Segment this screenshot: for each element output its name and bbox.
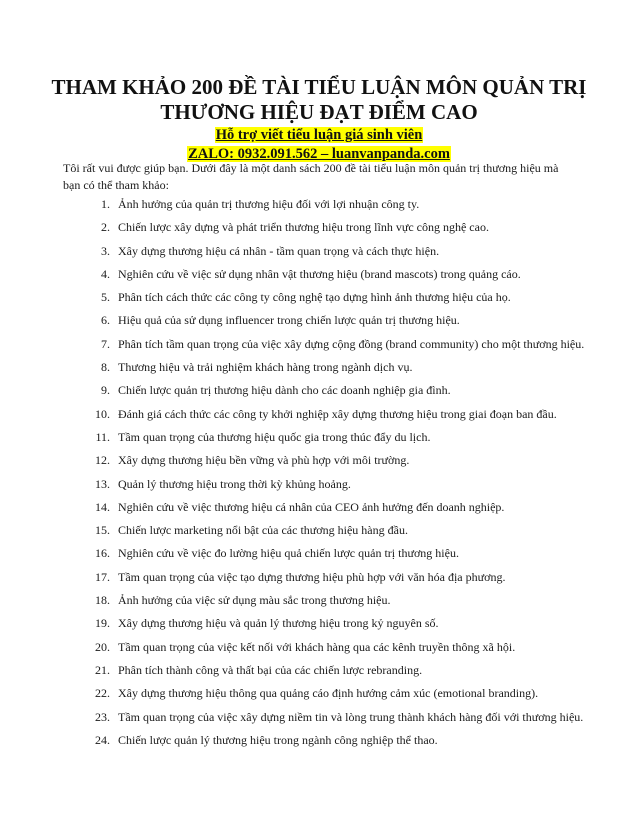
list-item: [0, 706, 638, 729]
list-item: [0, 216, 638, 239]
intro-paragraph: Tôi rất vui được giúp bạn. Dưới đây là một danh sách 200 đề tài tiểu luận môn quản trị thương hiệu mà bạn có thể tham khảo:: [63, 161, 559, 192]
list-item: [0, 286, 638, 309]
list-item-text: Tầm quan trọng của việc tạo dựng thương hiệu phù hợp với văn hóa địa phương.: [118, 569, 506, 584]
list-item-number: 22.: [95, 686, 110, 701]
title-line-1: THAM KHẢO 200 ĐỀ TÀI TIỂU LUẬN MÔN QUẢN TRỊ: [51, 75, 587, 99]
list-item: [0, 659, 638, 682]
list-item-number: 4.: [101, 266, 110, 281]
list-item-number: 24.: [95, 732, 110, 747]
list-item: [0, 426, 638, 449]
list-item-text: Tầm quan trọng của việc xây dựng niềm tin và lòng trung thành khách hàng đối với thương hiệu.: [118, 709, 584, 724]
list-item-number: 7.: [101, 336, 110, 351]
list-item: [0, 473, 638, 496]
list-item-number: 21.: [95, 662, 110, 677]
list-item-number: 18.: [95, 593, 110, 608]
list-item-text: Ảnh hưởng của quản trị thương hiệu đối với lợi nhuận công ty.: [118, 197, 420, 211]
list-item-text: Phân tích thành công và thất bại của các chiến lược rebranding.: [118, 662, 423, 677]
list-item: [0, 240, 638, 263]
support-text: Hỗ trợ viết tiểu luận giá sinh viên: [215, 127, 423, 143]
support-line: [0, 126, 638, 144]
list-item-number: 17.: [95, 569, 110, 584]
list-item-text: Chiến lược quản trị thương hiệu dành cho các doanh nghiệp gia đình.: [118, 383, 451, 398]
list-item-text: Phân tích cách thức các công ty công nghệ tạo dựng hình ảnh thương hiệu của họ.: [118, 290, 511, 305]
list-item-text: Hiệu quả của sử dụng influencer trong chiến lược quản trị thương hiệu.: [118, 313, 460, 328]
list-item-number: 15.: [95, 523, 110, 538]
list-item: [0, 519, 638, 542]
list-item-number: 10.: [95, 406, 110, 421]
list-item-text: Phân tích tầm quan trọng của việc xây dựng cộng đồng (brand community) cho một thương hiệu.: [118, 336, 585, 351]
list-item-text: Nghiên cứu về việc thương hiệu cá nhân của CEO ảnh hưởng đến doanh nghiệp.: [118, 499, 505, 514]
list-item: [0, 309, 638, 332]
contact-text: ZALO: 0932.091.562 – luanvanpanda.com: [188, 146, 450, 162]
list-item: [0, 193, 638, 216]
list-item-text: Nghiên cứu về việc đo lường hiệu quả chiến lược quản trị thương hiệu.: [118, 546, 459, 561]
list-item: [0, 729, 638, 752]
list-item-number: 19.: [95, 616, 110, 631]
title-line-2: THƯƠNG HIỆU ĐẠT ĐIỂM CAO: [160, 100, 478, 124]
list-item-text: Tầm quan trọng của thương hiệu quốc gia trong thúc đẩy du lịch.: [118, 429, 431, 444]
list-item: [0, 636, 638, 659]
list-item: [0, 682, 638, 705]
topic-list: [0, 193, 638, 752]
list-item: [0, 379, 638, 402]
list-item-text: Nghiên cứu về việc sử dụng nhân vật thương hiệu (brand mascots) trong quảng cáo.: [118, 266, 521, 281]
list-item: [0, 589, 638, 612]
list-item-number: 9.: [101, 383, 110, 398]
list-item-number: 6.: [101, 313, 110, 328]
list-item-text: Xây dựng thương hiệu thông qua quảng cáo định hướng cảm xúc (emotional branding).: [118, 686, 539, 701]
list-item-number: 16.: [95, 546, 110, 561]
list-item-text: Xây dựng thương hiệu bền vững và phù hợp với môi trường.: [118, 453, 410, 468]
list-item-number: 5.: [101, 290, 110, 305]
list-item-number: 11.: [95, 429, 110, 444]
list-item-number: 8.: [101, 360, 110, 375]
list-item: [0, 449, 638, 472]
list-item-text: Chiến lược marketing nổi bật của các thương hiệu hàng đầu.: [118, 523, 408, 538]
list-item: [0, 542, 638, 565]
list-item-number: 12.: [95, 453, 110, 468]
page-title: [40, 75, 598, 125]
list-item: [0, 496, 638, 519]
list-item: [0, 403, 638, 426]
list-item-number: 13.: [95, 476, 110, 491]
list-item-text: Xây dựng thương hiệu và quản lý thương hiệu trong kỷ nguyên số.: [118, 616, 439, 631]
list-item-number: 2.: [101, 220, 110, 235]
list-item-text: Xây dựng thương hiệu cá nhân - tầm quan trọng và cách thực hiện.: [118, 243, 440, 258]
list-item-number: 20.: [95, 639, 110, 654]
list-item-text: Quản lý thương hiệu trong thời kỳ khủng hoảng.: [118, 476, 351, 491]
list-item: [0, 263, 638, 286]
list-item-number: 3.: [101, 243, 110, 258]
list-item-number: 23.: [95, 709, 110, 724]
list-item-text: Ảnh hưởng của việc sử dụng màu sắc trong thương hiệu.: [118, 593, 391, 608]
list-item: [0, 566, 638, 589]
list-item: [0, 612, 638, 635]
list-item-text: Đánh giá cách thức các công ty khởi nghiệp xây dựng thương hiệu trong giai đoạn ban đầu.: [118, 406, 557, 421]
list-item-text: Chiến lược quản lý thương hiệu trong ngành công nghiệp thể thao.: [118, 732, 438, 747]
list-item: [0, 356, 638, 379]
list-item-number: 14.: [95, 499, 110, 514]
list-item-text: Chiến lược xây dựng và phát triển thương hiệu trong lĩnh vực công nghệ cao.: [118, 220, 489, 235]
list-item-text: Tầm quan trọng của việc kết nối với khách hàng qua các kênh truyền thông xã hội.: [118, 639, 516, 654]
list-item-number: 1.: [101, 197, 110, 211]
list-item: [0, 333, 638, 356]
list-item-text: Thương hiệu và trải nghiệm khách hàng trong ngành dịch vụ.: [118, 360, 413, 375]
